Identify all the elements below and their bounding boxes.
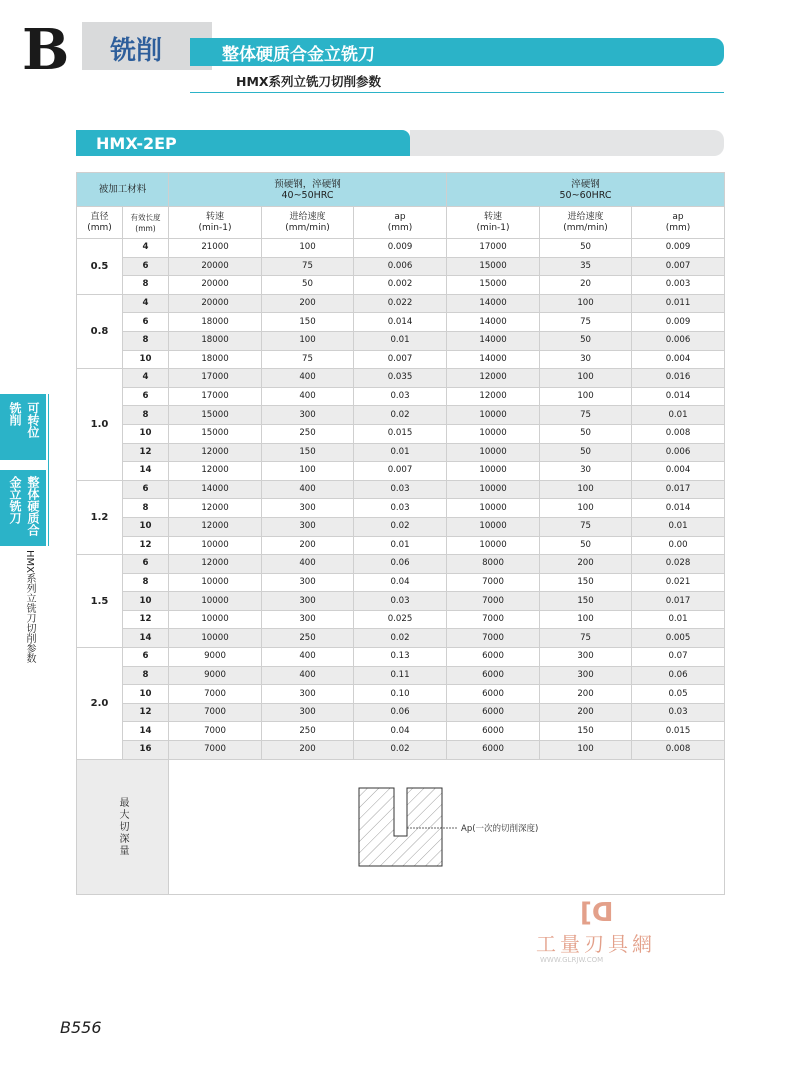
length-cell: 4 (123, 239, 169, 258)
value-cell: 0.01 (354, 443, 447, 462)
value-cell: 250 (262, 722, 354, 741)
value-cell: 150 (262, 443, 354, 462)
value-cell: 12000 (447, 369, 540, 388)
table-row (77, 462, 725, 481)
value-cell: 0.014 (354, 313, 447, 332)
length-cell: 6 (123, 648, 169, 667)
value-cell: 0.01 (632, 610, 725, 629)
value-cell: 200 (540, 703, 632, 722)
value-cell: 400 (262, 369, 354, 388)
value-cell: 0.002 (354, 276, 447, 295)
value-cell: 10000 (447, 480, 540, 499)
side-subtitle: HMX系列立铣刀切削参数 (24, 550, 35, 663)
value-cell: 0.01 (632, 517, 725, 536)
value-cell: 14000 (447, 350, 540, 369)
value-cell: 10000 (447, 536, 540, 555)
table-row (77, 536, 725, 555)
length-cell: 6 (123, 313, 169, 332)
workpiece-shape (359, 788, 442, 866)
value-cell: 6000 (447, 648, 540, 667)
logo-url: WWW.GLRJW.COM (540, 956, 604, 964)
length-cell: 8 (123, 406, 169, 425)
value-cell: 100 (540, 387, 632, 406)
value-cell: 75 (262, 257, 354, 276)
value-cell: 100 (540, 294, 632, 313)
diameter-cell: 0.8 (77, 294, 123, 368)
table-row (77, 685, 725, 704)
length-cell: 16 (123, 741, 169, 760)
value-cell: 0.03 (354, 387, 447, 406)
col-diameter: 直径 (mm) (77, 207, 123, 239)
value-cell: 12000 (169, 499, 262, 518)
value-cell: 0.02 (354, 629, 447, 648)
side-tab-solid-label-b: 整体硬质合 (26, 476, 40, 536)
value-cell: 10000 (447, 406, 540, 425)
value-cell: 150 (262, 313, 354, 332)
diameter-cell: 1.5 (77, 555, 123, 648)
table-row (77, 387, 725, 406)
value-cell: 0.02 (354, 741, 447, 760)
length-cell: 10 (123, 592, 169, 611)
value-cell: 300 (540, 648, 632, 667)
value-cell: 75 (540, 313, 632, 332)
value-cell: 0.014 (632, 499, 725, 518)
value-cell: 0.04 (354, 573, 447, 592)
value-cell: 12000 (169, 443, 262, 462)
value-cell: 30 (540, 462, 632, 481)
value-cell: 0.028 (632, 555, 725, 574)
page-subtitle: HMX系列立铣刀切削参数 (236, 74, 382, 89)
value-cell: 0.03 (632, 703, 725, 722)
table-row (77, 406, 725, 425)
value-cell: 300 (262, 610, 354, 629)
value-cell: 20 (540, 276, 632, 295)
value-cell: 150 (540, 573, 632, 592)
value-cell: 0.04 (354, 722, 447, 741)
page-number: B556 (60, 1018, 102, 1037)
value-cell: 17000 (169, 387, 262, 406)
length-cell: 10 (123, 517, 169, 536)
value-cell: 10000 (169, 629, 262, 648)
material-label: 被加工材料 (77, 173, 169, 207)
value-cell: 7000 (169, 685, 262, 704)
value-cell: 7000 (169, 722, 262, 741)
length-cell: 8 (123, 331, 169, 350)
value-cell: 50 (540, 536, 632, 555)
value-cell: 0.025 (354, 610, 447, 629)
value-cell: 12000 (169, 462, 262, 481)
value-cell: 50 (540, 424, 632, 443)
value-cell: 17000 (447, 239, 540, 258)
value-cell: 0.11 (354, 666, 447, 685)
table-row (77, 276, 725, 295)
length-cell: 6 (123, 555, 169, 574)
table-row (77, 443, 725, 462)
table-row (77, 424, 725, 443)
logo-icon: [ᗡ (580, 898, 614, 928)
length-cell: 12 (123, 443, 169, 462)
value-cell: 7000 (169, 741, 262, 760)
value-cell: 6000 (447, 741, 540, 760)
value-cell: 0.015 (354, 424, 447, 443)
value-cell: 0.009 (354, 239, 447, 258)
col-ap-1: ap (mm) (354, 207, 447, 239)
value-cell: 9000 (169, 666, 262, 685)
length-cell: 4 (123, 294, 169, 313)
diameter-cell: 0.5 (77, 239, 123, 295)
table-row (77, 350, 725, 369)
value-cell: 300 (262, 573, 354, 592)
length-cell: 14 (123, 629, 169, 648)
table-row (77, 480, 725, 499)
value-cell: 400 (262, 387, 354, 406)
diameter-cell: 1.0 (77, 369, 123, 481)
value-cell: 0.007 (632, 257, 725, 276)
value-cell: 0.06 (632, 666, 725, 685)
value-cell: 0.006 (354, 257, 447, 276)
value-cell: 0.03 (354, 499, 447, 518)
value-cell: 0.007 (354, 462, 447, 481)
length-cell: 8 (123, 573, 169, 592)
value-cell: 0.03 (354, 480, 447, 499)
value-cell: 100 (540, 480, 632, 499)
length-cell: 8 (123, 276, 169, 295)
value-cell: 10000 (447, 517, 540, 536)
col-feed-1: 进给速度 (mm/min) (262, 207, 354, 239)
value-cell: 100 (540, 499, 632, 518)
table-row (77, 648, 725, 667)
length-cell: 10 (123, 685, 169, 704)
length-cell: 8 (123, 499, 169, 518)
table-row (77, 610, 725, 629)
value-cell: 0.011 (632, 294, 725, 313)
value-cell: 6000 (447, 703, 540, 722)
value-cell: 7000 (447, 629, 540, 648)
value-cell: 200 (262, 294, 354, 313)
value-cell: 0.06 (354, 555, 447, 574)
value-cell: 6000 (447, 685, 540, 704)
col-length: 有效长度 (mm) (123, 207, 169, 239)
value-cell: 7000 (169, 703, 262, 722)
value-cell: 14000 (169, 480, 262, 499)
side-tab-line (48, 394, 49, 546)
header-category: 铣削 (110, 36, 163, 66)
table-row (77, 239, 725, 258)
value-cell: 0.02 (354, 406, 447, 425)
length-cell: 14 (123, 462, 169, 481)
value-cell: 0.004 (632, 462, 725, 481)
header-divider (190, 92, 724, 93)
value-cell: 300 (262, 517, 354, 536)
value-cell: 6000 (447, 666, 540, 685)
table-row (77, 313, 725, 332)
value-cell: 10000 (447, 443, 540, 462)
value-cell: 0.13 (354, 648, 447, 667)
table-row (77, 517, 725, 536)
value-cell: 50 (540, 331, 632, 350)
value-cell: 100 (262, 239, 354, 258)
section-title: HMX-2EP (96, 134, 177, 153)
value-cell: 100 (262, 462, 354, 481)
value-cell: 0.009 (632, 313, 725, 332)
value-cell: 0.01 (632, 406, 725, 425)
value-cell: 0.006 (632, 331, 725, 350)
length-cell: 12 (123, 536, 169, 555)
value-cell: 0.017 (632, 480, 725, 499)
group2-header: 淬硬钢 50~60HRC (447, 173, 725, 207)
ap-label: Ap(一次的切削深度) (461, 823, 539, 834)
value-cell: 0.01 (354, 331, 447, 350)
value-cell: 400 (262, 648, 354, 667)
value-cell: 100 (540, 369, 632, 388)
value-cell: 7000 (447, 573, 540, 592)
col-feed-2: 进给速度 (mm/min) (540, 207, 632, 239)
value-cell: 0.007 (354, 350, 447, 369)
value-cell: 100 (540, 741, 632, 760)
value-cell: 7000 (447, 610, 540, 629)
col-ap-2: ap (mm) (632, 207, 725, 239)
value-cell: 400 (262, 480, 354, 499)
value-cell: 0.016 (632, 369, 725, 388)
value-cell: 300 (262, 406, 354, 425)
cutting-params-table (76, 172, 725, 895)
value-cell: 0.004 (632, 350, 725, 369)
value-cell: 0.005 (632, 629, 725, 648)
value-cell: 200 (540, 685, 632, 704)
value-cell: 300 (540, 666, 632, 685)
value-cell: 10000 (447, 462, 540, 481)
col-speed-1: 转速 (min-1) (169, 207, 262, 239)
value-cell: 30 (540, 350, 632, 369)
value-cell: 400 (262, 666, 354, 685)
table-row (77, 629, 725, 648)
length-cell: 6 (123, 387, 169, 406)
value-cell: 50 (540, 443, 632, 462)
value-cell: 200 (262, 536, 354, 555)
value-cell: 20000 (169, 276, 262, 295)
value-cell: 0.06 (354, 703, 447, 722)
value-cell: 18000 (169, 331, 262, 350)
value-cell: 300 (262, 499, 354, 518)
value-cell: 15000 (447, 276, 540, 295)
value-cell: 300 (262, 685, 354, 704)
value-cell: 0.022 (354, 294, 447, 313)
value-cell: 150 (540, 722, 632, 741)
value-cell: 18000 (169, 313, 262, 332)
value-cell: 10000 (447, 424, 540, 443)
value-cell: 10000 (447, 499, 540, 518)
max-depth-label-cell (77, 759, 169, 894)
value-cell: 0.00 (632, 536, 725, 555)
value-cell: 0.008 (632, 741, 725, 760)
value-cell: 150 (540, 592, 632, 611)
value-cell: 15000 (169, 424, 262, 443)
value-cell: 0.05 (632, 685, 725, 704)
value-cell: 9000 (169, 648, 262, 667)
table-row (77, 369, 725, 388)
value-cell: 7000 (447, 592, 540, 611)
max-depth-row (77, 759, 725, 894)
value-cell: 14000 (447, 331, 540, 350)
value-cell: 0.006 (632, 443, 725, 462)
logo-text: 工量刃具網 (536, 932, 656, 956)
value-cell: 12000 (169, 555, 262, 574)
value-cell: 75 (540, 406, 632, 425)
table-row (77, 257, 725, 276)
value-cell: 0.021 (632, 573, 725, 592)
value-cell: 50 (262, 276, 354, 295)
table-row (77, 741, 725, 760)
table-row (77, 666, 725, 685)
value-cell: 6000 (447, 722, 540, 741)
section-bar-tail (410, 130, 724, 156)
value-cell: 35 (540, 257, 632, 276)
side-tab-indexable-label-b: 可转位 (26, 402, 40, 438)
value-cell: 250 (262, 629, 354, 648)
value-cell: 10000 (169, 592, 262, 611)
length-cell: 4 (123, 369, 169, 388)
value-cell: 0.015 (632, 722, 725, 741)
diameter-cell: 1.2 (77, 480, 123, 554)
table-row (77, 555, 725, 574)
table-row (77, 499, 725, 518)
length-cell: 10 (123, 424, 169, 443)
value-cell: 0.003 (632, 276, 725, 295)
value-cell: 200 (540, 555, 632, 574)
value-cell: 0.07 (632, 648, 725, 667)
section-letter: B (22, 17, 70, 83)
length-cell: 6 (123, 257, 169, 276)
value-cell: 250 (262, 424, 354, 443)
value-cell: 0.009 (632, 239, 725, 258)
col-speed-2: 转速 (min-1) (447, 207, 540, 239)
page-title: 整体硬质合金立铣刀 (222, 45, 375, 65)
value-cell: 8000 (447, 555, 540, 574)
depth-of-cut-diagram (169, 760, 725, 890)
value-cell: 0.035 (354, 369, 447, 388)
value-cell: 17000 (169, 369, 262, 388)
table-row (77, 573, 725, 592)
length-cell: 10 (123, 350, 169, 369)
length-cell: 12 (123, 703, 169, 722)
length-cell: 6 (123, 480, 169, 499)
length-cell: 8 (123, 666, 169, 685)
value-cell: 12000 (169, 517, 262, 536)
value-cell: 10000 (169, 573, 262, 592)
value-cell: 20000 (169, 294, 262, 313)
value-cell: 300 (262, 592, 354, 611)
value-cell: 75 (540, 517, 632, 536)
value-cell: 50 (540, 239, 632, 258)
value-cell: 75 (262, 350, 354, 369)
value-cell: 75 (540, 629, 632, 648)
value-cell: 0.017 (632, 592, 725, 611)
value-cell: 15000 (447, 257, 540, 276)
value-cell: 15000 (169, 406, 262, 425)
max-depth-label: 最大切深量 (117, 796, 128, 857)
length-cell: 14 (123, 722, 169, 741)
side-tab-solid-label-a: 金立铣刀 (8, 476, 22, 524)
value-cell: 14000 (447, 313, 540, 332)
side-tab-indexable-label-a: 铣削 (8, 402, 22, 426)
length-cell: 12 (123, 610, 169, 629)
diameter-cell: 2.0 (77, 648, 123, 760)
value-cell: 21000 (169, 239, 262, 258)
value-cell: 400 (262, 555, 354, 574)
value-cell: 0.01 (354, 536, 447, 555)
value-cell: 12000 (447, 387, 540, 406)
table-row (77, 331, 725, 350)
value-cell: 0.02 (354, 517, 447, 536)
value-cell: 300 (262, 703, 354, 722)
value-cell: 0.03 (354, 592, 447, 611)
value-cell: 14000 (447, 294, 540, 313)
value-cell: 0.008 (632, 424, 725, 443)
table-row (77, 703, 725, 722)
table-row (77, 722, 725, 741)
value-cell: 100 (262, 331, 354, 350)
value-cell: 0.014 (632, 387, 725, 406)
value-cell: 10000 (169, 536, 262, 555)
group1-header: 预硬钢，淬硬钢 40~50HRC (169, 173, 447, 207)
value-cell: 200 (262, 741, 354, 760)
table-row (77, 592, 725, 611)
value-cell: 20000 (169, 257, 262, 276)
max-depth-diagram-cell (169, 759, 725, 894)
value-cell: 100 (540, 610, 632, 629)
value-cell: 18000 (169, 350, 262, 369)
value-cell: 10000 (169, 610, 262, 629)
value-cell: 0.10 (354, 685, 447, 704)
table-row (77, 294, 725, 313)
